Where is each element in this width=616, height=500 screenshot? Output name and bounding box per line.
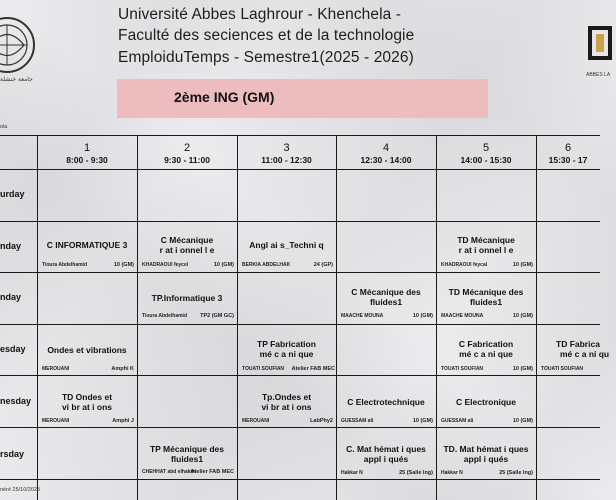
room-label: 10 (GM)	[412, 313, 433, 319]
course-title-line2: vi br at i ons	[61, 402, 113, 412]
room-label: Amphi K	[111, 366, 134, 372]
column-time: 15:30 - 17	[548, 155, 588, 165]
room-label: 24 (GP)	[313, 262, 333, 268]
course-title: Angl ai s_Techni q	[249, 240, 324, 250]
course-title: TP Fabrication	[257, 339, 316, 349]
column-time: 9:30 - 11:00	[164, 155, 210, 165]
teacher-name: TOUATI SOUFIAN	[441, 366, 484, 372]
teacher-name: KHADRAOUI feycel	[142, 262, 189, 268]
column-number: 6	[564, 142, 572, 154]
teacher-name: Hakkar N	[341, 470, 363, 476]
grid-line	[37, 135, 38, 500]
session-cell[interactable]	[237, 221, 336, 272]
column-number: 5	[482, 142, 490, 154]
day-label: nesday	[0, 396, 32, 406]
room-label: 10 (GM)	[113, 262, 134, 268]
logo-right-caption: ABBES LA	[586, 72, 611, 78]
room-label: 10 (GM)	[512, 262, 533, 268]
room-label: 10 (GM)	[512, 313, 533, 319]
session-cell[interactable]	[336, 375, 436, 427]
timetable	[0, 135, 610, 500]
day-label: esday	[0, 344, 26, 354]
header	[0, 0, 611, 130]
course-title-line2: mé c a ni que	[259, 349, 314, 359]
teacher-name: MAACHE MOUNA	[441, 313, 484, 319]
grid-line	[237, 135, 238, 500]
generated-date: néré 25/10/2025	[0, 487, 41, 493]
session-cell[interactable]	[436, 221, 536, 272]
room-label: 25 (Salle Ing)	[399, 470, 433, 476]
course-title: TD Ondes et	[61, 392, 113, 402]
session-cell[interactable]	[137, 221, 237, 272]
teacher-name: Tioura Abdelhamid	[142, 313, 188, 319]
day-label: urday	[0, 189, 25, 199]
column-number: 3	[283, 142, 290, 154]
course-title: C. Mat hémat i ques	[346, 444, 426, 454]
course-title: C INFORMATIQUE 3	[46, 240, 128, 250]
course-title-line2: mé c a ni que	[459, 349, 513, 359]
course-title: TD Fabrica	[556, 339, 600, 349]
left-fragment: ola	[0, 124, 8, 130]
course-title-line2: mé c a ni qu	[560, 349, 610, 359]
teacher-name: Tioura Abdelhamid	[42, 262, 88, 268]
room-label: Amphi J	[112, 418, 134, 424]
teacher-name: TOUATI SOUFIAN	[541, 366, 584, 372]
schedule-title: EmploiduTemps - Semestre1(2025 - 2026)	[118, 49, 414, 66]
day-label: nday	[0, 241, 22, 251]
teacher-name: KHADRAOUI feycal	[441, 262, 488, 268]
room-label: LabPhy2	[310, 418, 333, 424]
grid-line	[0, 135, 600, 136]
session-cell[interactable]	[336, 272, 436, 324]
course-title: TD Mécanique des	[448, 287, 524, 297]
course-title: TP Mécanique des	[149, 444, 224, 454]
column-time: 8:00 - 9:30	[66, 155, 108, 165]
teacher-name: GUESSAM ali	[341, 418, 374, 424]
course-title-line2: r at i onnel l e	[458, 245, 514, 255]
room-label: Atelier FAB MEC	[291, 366, 335, 372]
teacher-name: TOUATI SOUFIAN	[242, 366, 285, 372]
session-cell[interactable]	[436, 272, 536, 324]
day-label: nday	[0, 292, 22, 302]
column-number: 4	[382, 142, 390, 154]
course-title-line2: vi br at i ons	[261, 402, 312, 412]
university-logo-left	[0, 16, 36, 74]
teacher-name: MEROUANI	[242, 418, 270, 424]
course-title: C Mécanique des	[351, 287, 421, 297]
room-label: 10 (GM)	[512, 418, 533, 424]
course-title: C Mécanique	[160, 235, 214, 245]
faculty-title: Faculté des seciences et de la technologie	[118, 27, 415, 44]
teacher-name: MEROUANI	[42, 366, 70, 372]
logo-left-caption: جامعة خنشلة	[0, 76, 33, 83]
room-label: 10 (GM)	[213, 262, 234, 268]
day-label: rsday	[0, 449, 25, 459]
session-cell[interactable]	[237, 375, 336, 427]
group-banner	[117, 79, 488, 118]
session-cell[interactable]	[37, 221, 137, 272]
room-label: 25 (Salle Ing)	[499, 470, 533, 476]
session-cell[interactable]	[436, 427, 536, 479]
course-title-line2: appl i qués	[363, 454, 409, 464]
room-label: TP2 (GM GC)	[200, 313, 234, 319]
course-title-line2: fluides1	[469, 297, 503, 307]
room-label: 10 (GM)	[512, 366, 533, 372]
faculty-logo-right	[586, 20, 616, 68]
course-title: TP.Informatique 3	[151, 293, 223, 303]
course-title: TD Mécanique	[457, 235, 515, 245]
group-label: 2ème ING (GM)	[174, 89, 275, 105]
grid-line	[0, 479, 600, 480]
teacher-name: Hakkar N	[441, 470, 463, 476]
course-title: TD. Mat hémat i ques	[443, 444, 529, 454]
course-title: C Fabrication	[458, 339, 514, 349]
course-title-line2: fluides1	[170, 454, 204, 464]
session-cell[interactable]	[37, 324, 137, 375]
session-cell[interactable]	[37, 375, 137, 427]
session-cell[interactable]	[137, 272, 237, 324]
column-time: 11:00 - 12:30	[261, 155, 312, 165]
teacher-name: MAACHE MOUNA	[341, 313, 384, 319]
course-title-line2: appl i qués	[463, 454, 509, 464]
column-number: 2	[183, 142, 191, 154]
course-title: C Electronique	[456, 397, 516, 407]
course-title-line2: r at i onnel l e	[159, 245, 215, 255]
teacher-name: CHEHHAT abd elhakim	[142, 469, 197, 475]
grid-line	[0, 169, 600, 170]
university-title: Université Abbes Laghrour - Khenchela -	[118, 6, 402, 23]
room-label: Atelier FAB MEC	[190, 469, 234, 475]
session-cell[interactable]	[237, 324, 336, 375]
teacher-name: BERKIA ABDELHAK	[242, 262, 291, 268]
course-title-line2: fluides1	[369, 297, 403, 307]
session-cell[interactable]	[536, 324, 610, 375]
session-cell[interactable]	[137, 427, 237, 479]
grid-line	[536, 135, 537, 500]
session-cell[interactable]	[436, 375, 536, 427]
session-cell[interactable]	[436, 324, 536, 375]
teacher-name: GUESSAM ali	[441, 418, 474, 424]
column-time: 14:00 - 15:30	[460, 155, 512, 165]
course-title: Ondes et vibrations	[47, 345, 127, 355]
column-number: 1	[83, 142, 91, 154]
session-cell[interactable]	[336, 427, 436, 479]
column-time: 12:30 - 14:00	[360, 155, 412, 165]
teacher-name: MEROUANI	[42, 418, 70, 424]
course-title: C Electrotechnique	[347, 397, 425, 407]
course-title: Tp.Ondes et	[261, 392, 312, 402]
room-label: 10 (GM)	[412, 418, 433, 424]
